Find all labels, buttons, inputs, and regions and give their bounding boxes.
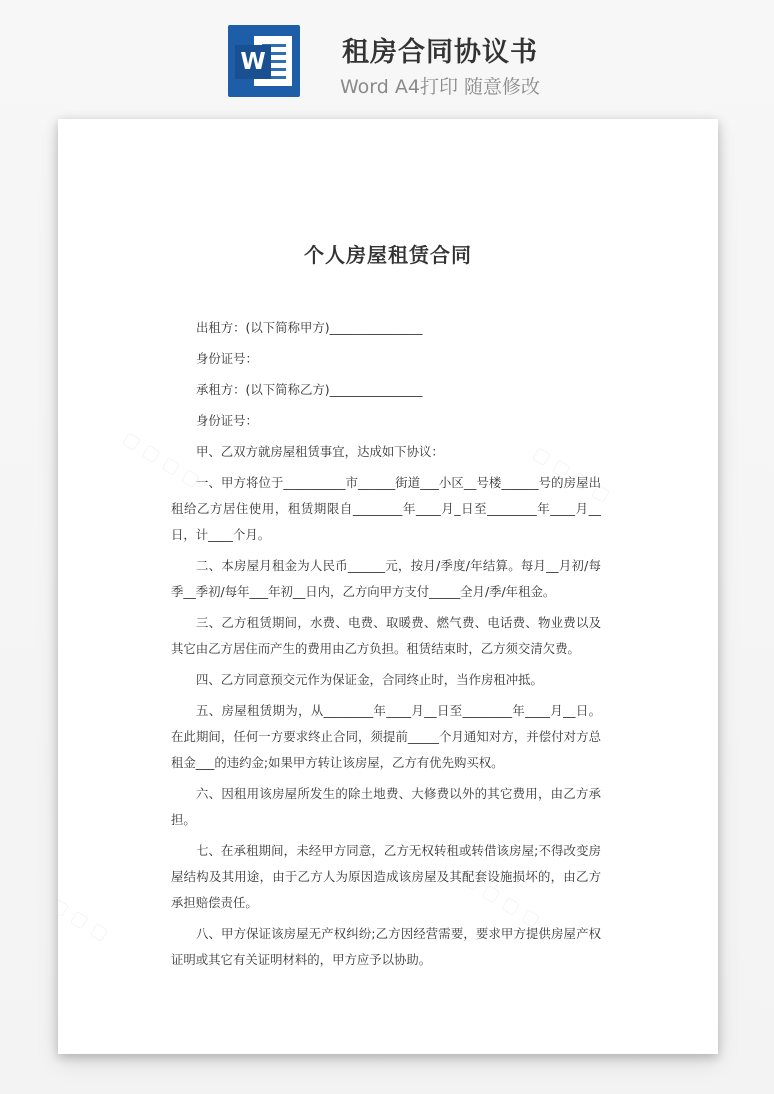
watermark — [58, 894, 112, 945]
lessee-field: 承租方：(以下简称乙方)_______________ — [196, 382, 423, 397]
document-body — [171, 315, 601, 978]
clause-3: 三、乙方租赁期间，水费、电费、取暖费、燃气费、电话费、物业费以及其它由乙方居住而产生的费用由乙方负担。租赁结束时，乙方须交清欠费。 — [171, 615, 601, 656]
agreement-intro: 甲、乙双方就房屋租赁事宜，达成如下协议： — [196, 444, 444, 459]
word-w-letter: W — [235, 45, 271, 79]
clause-6: 六、因租用该房屋所发生的除土地费、大修费以外的其它费用，由乙方承担。 — [171, 786, 601, 827]
document-title: 个人房屋租赁合同 — [304, 243, 472, 267]
clause-7: 七、在承租期间，未经甲方同意，乙方无权转租或转借该房屋;不得改变房屋结构及其用途，由于乙方人为原因造成该房屋及其配套设施损坏的，由乙方承担赔偿责任。 — [171, 843, 601, 910]
clause-4: 四、乙方同意预交元作为保证金，合同终止时，当作房租冲抵。 — [196, 672, 543, 687]
lessor-field: 出租方：(以下简称甲方)_______________ — [196, 320, 423, 335]
clause-2: 二、本房屋月租金为人民币______元，按月/季度/年结算。每月__月初/每季__季初/每年___年初__日内，乙方向甲方支付_____全月/季/年租金。 — [171, 558, 601, 599]
header-title: 租房合同协议书 — [342, 37, 538, 68]
header-subtitle: Word A4打印 随意修改 — [339, 76, 540, 98]
clause-1: 一、甲方将位于__________市______街道___小区__号楼______号的房屋出租给乙方居住使用，租赁期限自________年____月_日至________年____月__日，计____个月。 — [171, 475, 601, 542]
document-page — [58, 119, 718, 1054]
clause-5: 五、房屋租赁期为，从________年____月__日至________年____月__日。在此期间，任何一方要求终止合同，须提前_____个月通知对方，并偿付对方总租金___的违约金;如果甲方转让该房屋，乙方有优先购买权。 — [171, 703, 601, 770]
word-app-icon — [228, 25, 300, 97]
clause-8: 八、甲方保证该房屋无产权纠纷;乙方因经营需要，要求甲方提供房屋产权证明或其它有关证明材料的，甲方应予以协助。 — [171, 926, 601, 967]
lessee-id-field: 身份证号： — [196, 413, 258, 428]
lessor-id-field: 身份证号： — [196, 351, 258, 366]
